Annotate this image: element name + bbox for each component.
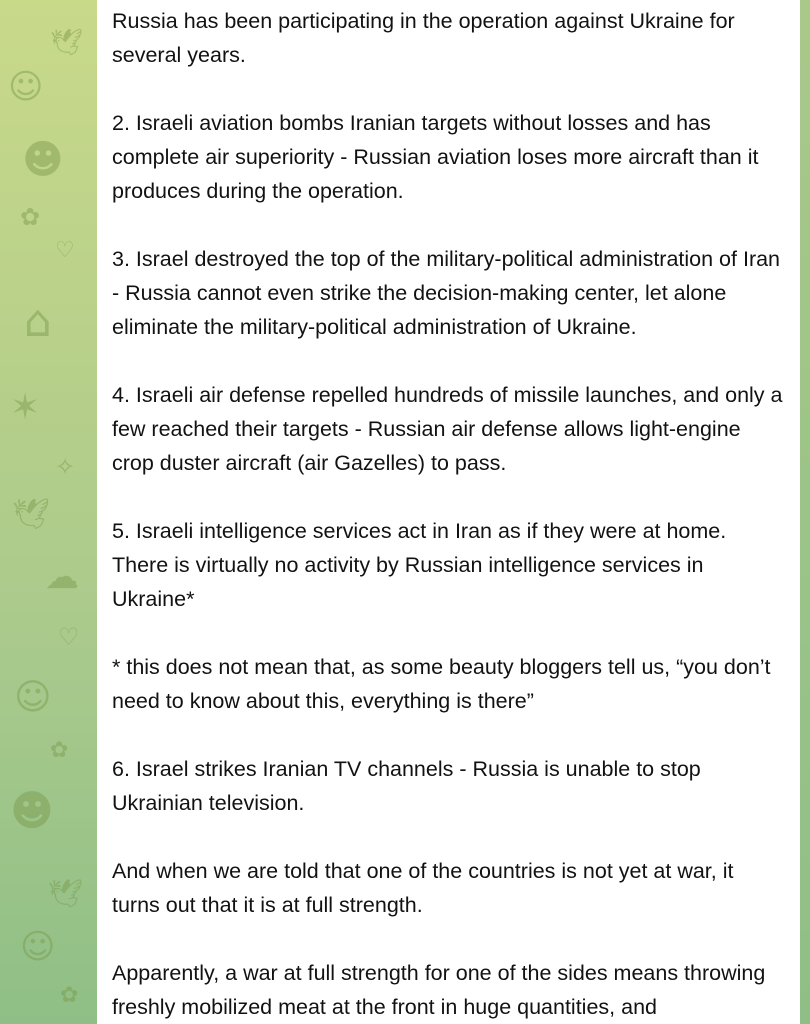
cat-icon: ☻ xyxy=(10,786,54,835)
paragraph-spacer xyxy=(112,344,786,378)
angel-icon: ☺ xyxy=(20,927,56,967)
heart-icon: ♡ xyxy=(58,623,80,651)
paragraph-spacer xyxy=(112,480,786,514)
flower-icon: ✿ xyxy=(60,983,79,1008)
message-footnote: * this does not mean that, as some beauty bloggers tell us, “you don’t need to know about this, everything is there” xyxy=(112,655,771,713)
message-paragraph: 6. Israel strikes Iranian TV channels - Russia is unable to stop Ukrainian television. xyxy=(112,757,701,815)
message-paragraph: 4. Israeli air defense repelled hundreds of missile launches, and only a few reached their targets - Russian air defense allows light-engine crop duster aircraft (air Gazelles) to pass. xyxy=(112,383,783,475)
paragraph-spacer xyxy=(112,820,786,854)
paragraph-spacer xyxy=(112,922,786,956)
flower-icon: ✿ xyxy=(50,738,69,763)
angel-icon: ☺ xyxy=(14,677,52,718)
message-paragraph: And when we are told that one of the countries is not yet at war, it turns out that it is at full strength. xyxy=(112,859,734,917)
message-bubble[interactable] xyxy=(97,0,800,1024)
fish-icon: ✶ xyxy=(10,387,41,428)
paragraph-spacer xyxy=(112,72,786,106)
chat-wallpaper-right-edge xyxy=(800,0,810,1024)
house-icon: ⌂ xyxy=(24,296,52,347)
paragraph-spacer xyxy=(112,616,786,650)
bird-icon: 🕊 xyxy=(48,877,84,910)
ghost-icon: ☁ xyxy=(45,557,79,597)
bird-icon: 🕊 xyxy=(12,497,51,532)
paragraph-spacer xyxy=(112,718,786,752)
paragraph-spacer xyxy=(112,208,786,242)
bird-icon: 🕊 xyxy=(50,28,84,58)
angel-icon: ☺ xyxy=(8,67,44,107)
message-paragraph: 2. Israeli aviation bombs Iranian targets without losses and has complete air superiority - Russian aviation loses more aircraft than it produces during the operation. xyxy=(112,111,759,203)
heart-icon: ♡ xyxy=(55,238,75,263)
cat-icon: ☻ xyxy=(22,137,64,183)
message-paragraph: 3. Israel destroyed the top of the military-political administration of Iran - Russia cannot even strike the decision-making center, let alone eliminate the military-political administration of Ukraine. xyxy=(112,247,781,339)
flower-icon: ✿ xyxy=(20,203,41,231)
bone-icon: ✧ xyxy=(55,453,76,481)
message-paragraph: 5. Israeli intelligence services act in Iran as if they were at home. There is virtually no activity by Russian intelligence services in Ukraine* xyxy=(112,519,727,611)
message-paragraph: Apparently, a war at full strength for one of the sides means throwing freshly mobilized meat at the front in huge quantities, and xyxy=(112,961,766,1019)
message-paragraph: Russia has been participating in the operation against Ukraine for several years. xyxy=(112,9,735,67)
